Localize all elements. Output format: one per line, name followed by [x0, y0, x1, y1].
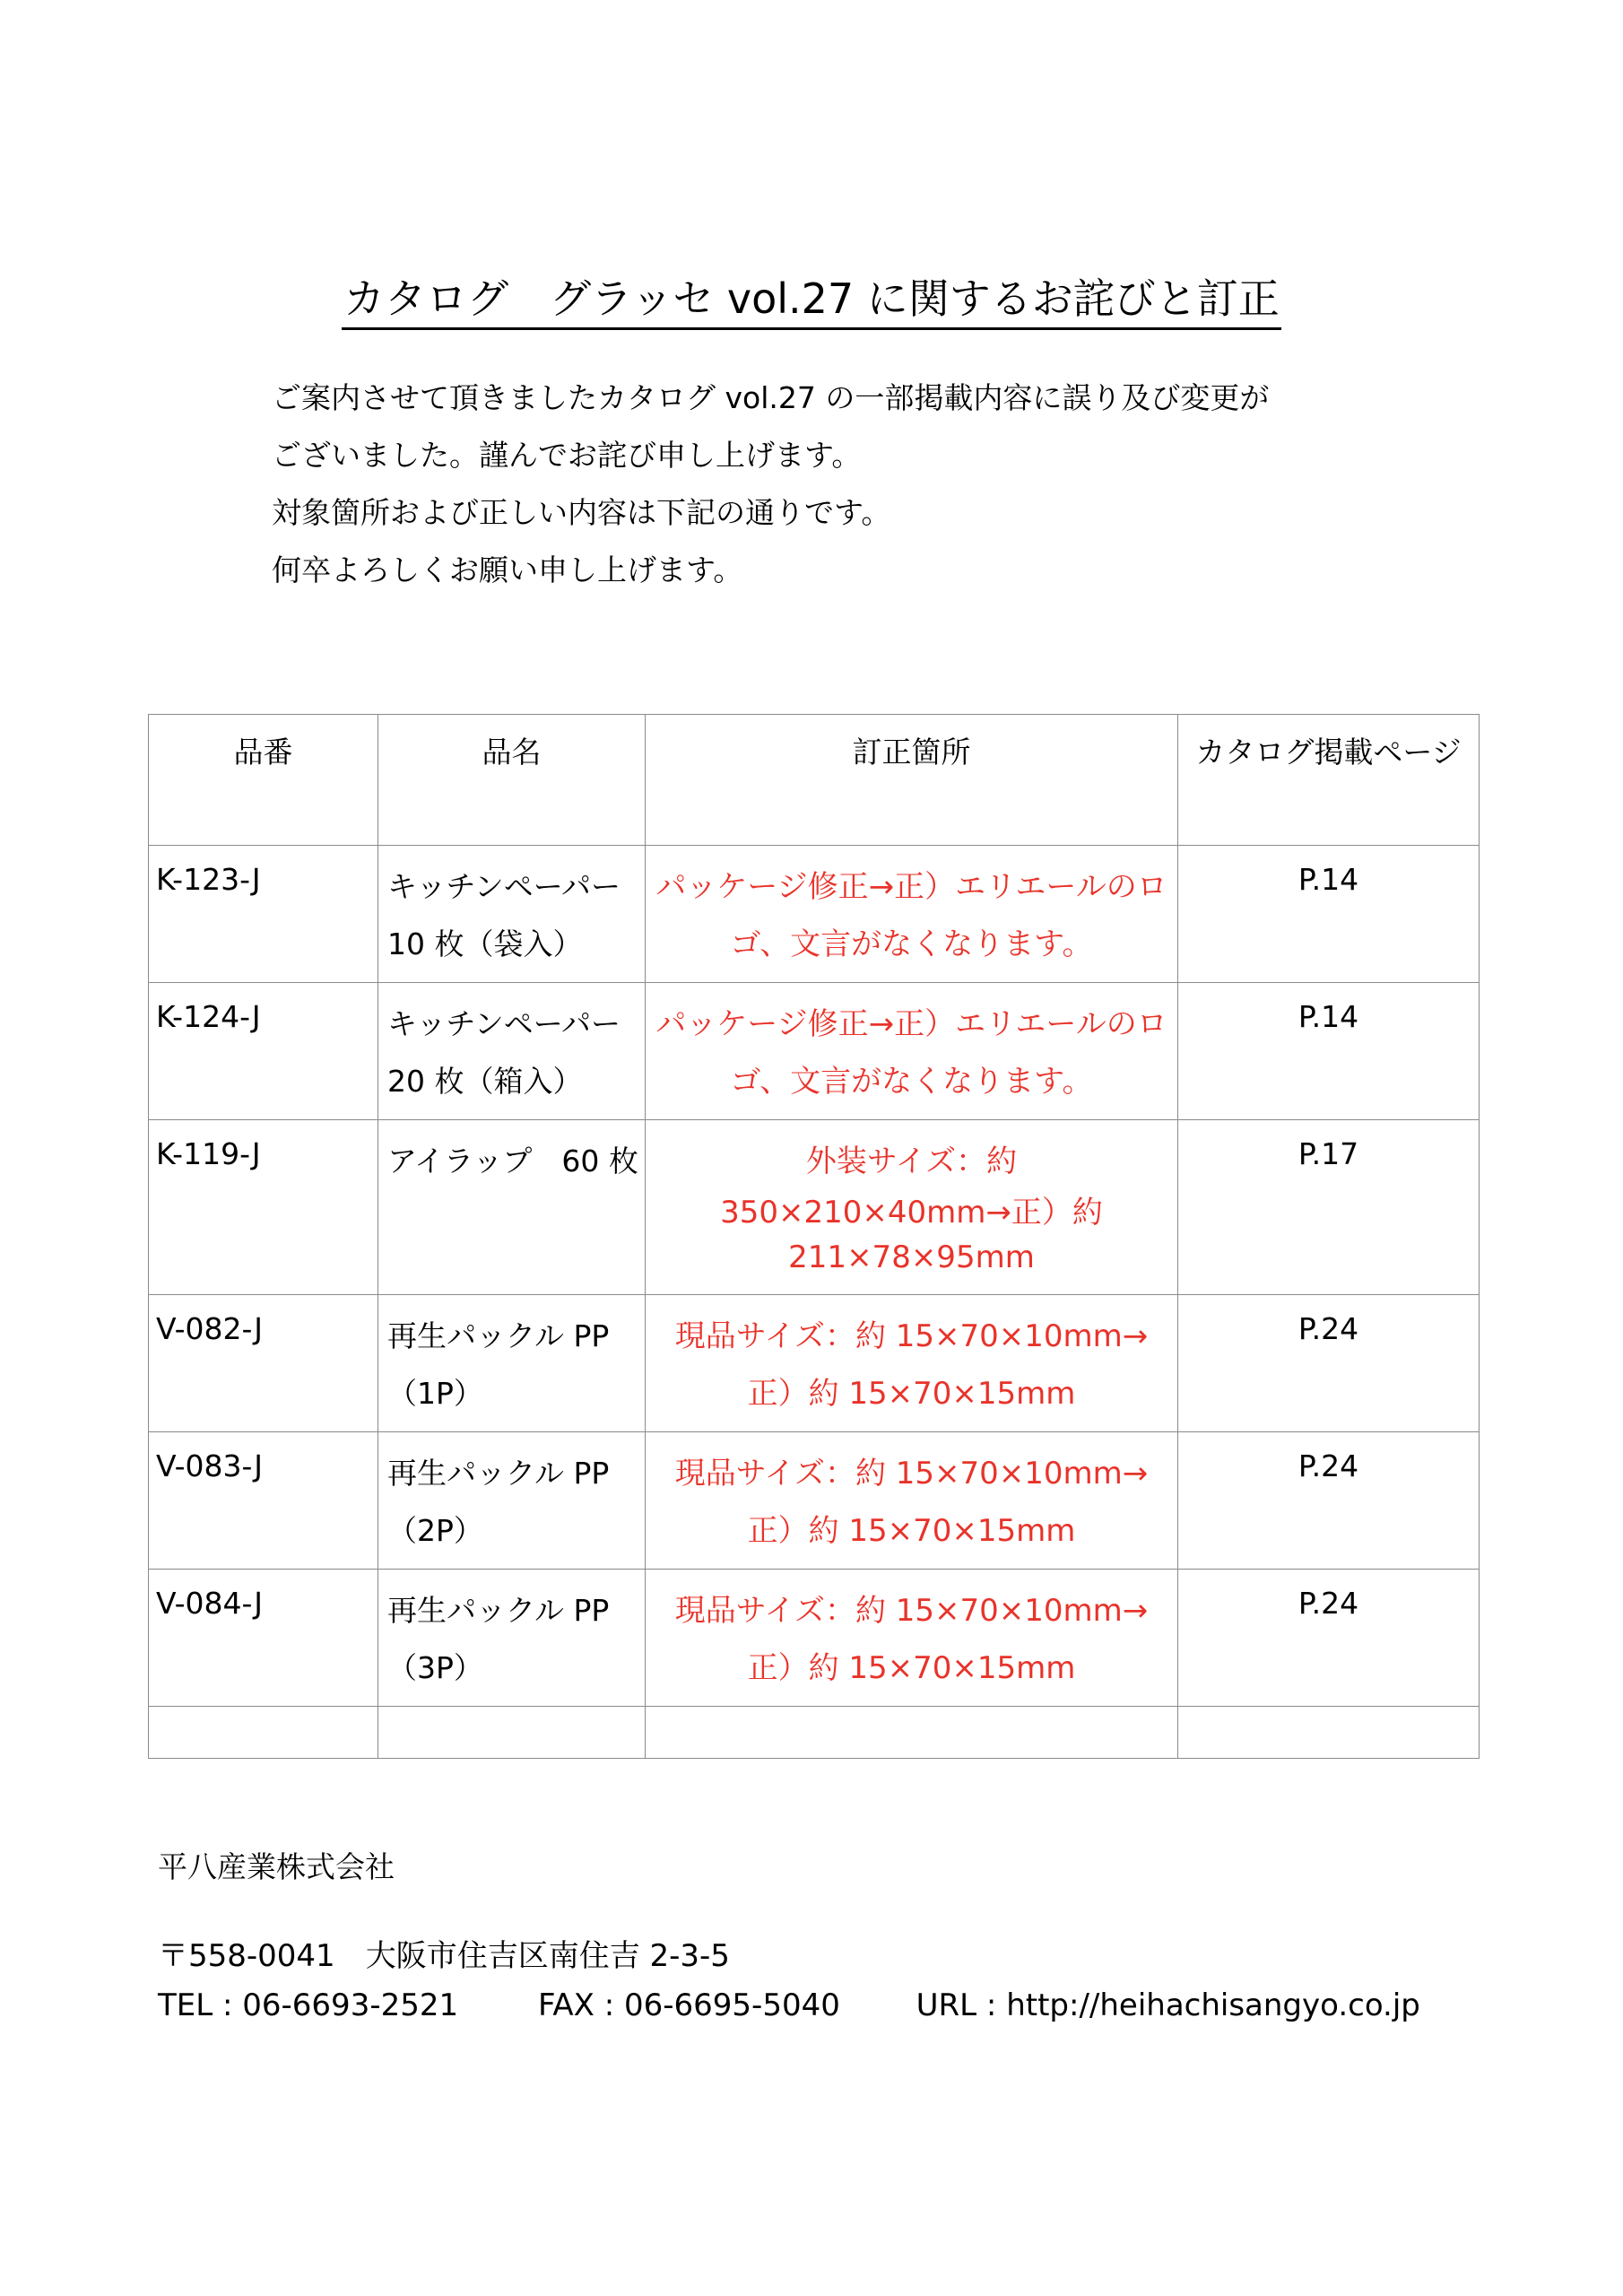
table-row — [149, 1432, 1480, 1570]
intro-paragraph — [272, 370, 1437, 599]
cell-correction: パッケージ修正→正）エリエールのロゴ、文言がなくなります。 — [646, 846, 1178, 983]
cell-page: P.17 — [1178, 1120, 1480, 1295]
fax-number: FAX : 06-6695-5040 — [537, 1987, 840, 2023]
cell-code: V-083-J — [149, 1432, 378, 1570]
cell-empty — [1178, 1707, 1480, 1759]
cell-correction: 現品サイズ：約 15×70×10mm→正）約 15×70×15mm — [646, 1432, 1178, 1570]
cell-correction: パッケージ修正→正）エリエールのロゴ、文言がなくなります。 — [646, 983, 1178, 1120]
cell-correction: 現品サイズ：約 15×70×10mm→正）約 15×70×15mm — [646, 1570, 1178, 1707]
table-row — [149, 983, 1480, 1120]
cell-code: V-082-J — [149, 1295, 378, 1432]
intro-line: 対象箇所および正しい内容は下記の通りです。 — [272, 495, 891, 530]
intro-line: 何卒よろしくお願い申し上げます。 — [272, 552, 743, 587]
table-row — [149, 1120, 1480, 1295]
cell-page: P.14 — [1178, 983, 1480, 1120]
cell-empty — [646, 1707, 1178, 1759]
cell-correction — [646, 1120, 1178, 1295]
correction-line: 外装サイズ：約 — [805, 1144, 1018, 1179]
correction-table — [148, 714, 1480, 1759]
cell-page: P.14 — [1178, 846, 1480, 983]
cell-page: P.24 — [1178, 1295, 1480, 1432]
cell-page: P.24 — [1178, 1432, 1480, 1570]
header-page: カタログ掲載ページ — [1178, 715, 1480, 846]
cell-page: P.24 — [1178, 1570, 1480, 1707]
header-name: 品名 — [378, 715, 646, 846]
page-title — [0, 267, 1623, 330]
cell-code: K-124-J — [149, 983, 378, 1120]
page-title-text: カタログ グラッセ vol.27 に関するお詫びと訂正 — [342, 272, 1281, 330]
cell-empty — [378, 1707, 646, 1759]
intro-line: ございました。謹んでお詫び申し上げます。 — [272, 438, 862, 473]
cell-name: 再生パックル PP（2P） — [378, 1432, 646, 1570]
cell-code: V-084-J — [149, 1570, 378, 1707]
table-row-empty — [149, 1707, 1480, 1759]
website-url: URL : http://heihachisangyo.co.jp — [916, 1987, 1420, 2023]
cell-name: キッチンペーパー20 枚（箱入） — [378, 983, 646, 1120]
table-row — [149, 1295, 1480, 1432]
table-header-row — [149, 715, 1480, 846]
cell-name: アイラップ 60 枚 — [378, 1120, 646, 1295]
company-address: 〒558-0041 大阪市住吉区南住吉 2-3-5 — [158, 1938, 730, 1974]
header-correction: 訂正箇所 — [646, 715, 1178, 846]
intro-line: ご案内させて頂きましたカタログ vol.27 の一部掲載内容に誤り及び変更が — [272, 380, 1270, 415]
cell-name: 再生パックル PP（1P） — [378, 1295, 646, 1432]
company-name: 平八産業株式会社 — [158, 1849, 395, 1884]
cell-correction: 現品サイズ：約 15×70×10mm→正）約 15×70×15mm — [646, 1295, 1178, 1432]
contact-line — [158, 1982, 1420, 2029]
table-row — [149, 1570, 1480, 1707]
tel-number: TEL : 06-6693-2521 — [158, 1987, 459, 2023]
cell-empty — [149, 1707, 378, 1759]
header-code: 品番 — [149, 715, 378, 846]
cell-name: キッチンペーパー10 枚（袋入） — [378, 846, 646, 983]
table-row — [149, 846, 1480, 983]
cell-code: K-123-J — [149, 846, 378, 983]
cell-name: 再生パックル PP（3P） — [378, 1570, 646, 1707]
correction-line: 350×210×40mm→正）約 211×78×95mm — [720, 1195, 1103, 1275]
cell-code: K-119-J — [149, 1120, 378, 1295]
